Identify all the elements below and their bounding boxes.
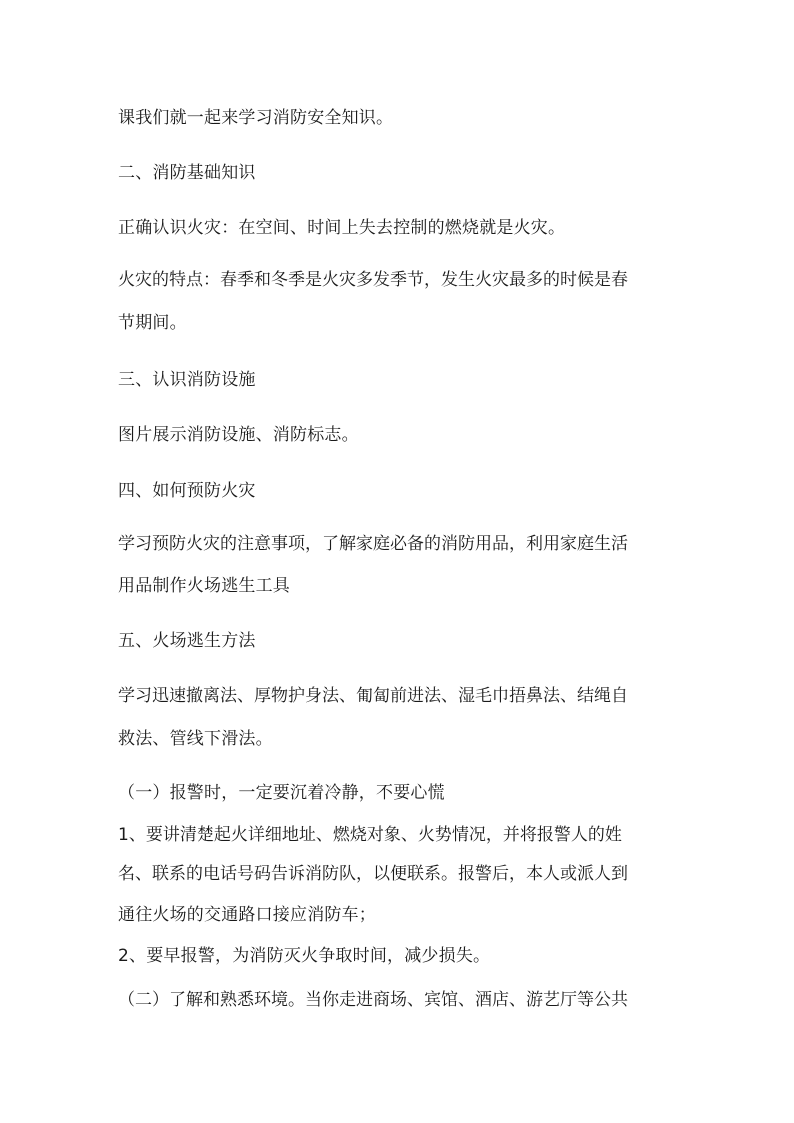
paragraph-intro-line-1: 课我们就一起来学习消防安全知识。 (118, 108, 394, 128)
section-heading-2: 二、消防基础知识 (118, 163, 256, 183)
paragraph-characteristics-line-1: 火灾的特点：春季和冬季是火灾多发季节，发生火灾最多的时候是春 (118, 270, 628, 290)
paragraph-prevention-line-1: 学习预防火灾的注意事项，了解家庭必备的消防用品，利用家庭生活 (118, 534, 628, 554)
list-item-1-line-1: 1、要讲清楚起火详细地址、燃烧对象、火势情况，并将报警人的姓 (118, 825, 622, 845)
paragraph-escape-methods-line-2: 救法、管线下滑法。 (118, 729, 273, 749)
paragraph-escape-methods-line-1: 学习迅速撤离法、厚物护身法、匍匐前进法、湿毛巾捂鼻法、结绳自 (118, 686, 628, 706)
list-item-1-line-3: 通往火场的交通路口接应消防车； (118, 905, 376, 925)
section-heading-4: 四、如何预防火灾 (118, 481, 256, 501)
paragraph-facilities-line-1: 图片展示消防设施、消防标志。 (118, 425, 359, 445)
list-item-1-line-2: 名、联系的电话号码告诉消防队，以便联系。报警后，本人或派人到 (118, 864, 628, 884)
section-heading-3: 三、认识消防设施 (118, 370, 256, 390)
subsection-heading-2: （二）了解和熟悉环境。当你走进商场、宾馆、酒店、游艺厅等公共 (118, 990, 628, 1010)
list-item-2-line-1: 2、要早报警，为消防灭火争取时间，减少损失。 (118, 946, 491, 966)
subsection-heading-1: （一）报警时，一定要沉着冷静，不要心慌 (118, 783, 445, 803)
section-heading-5: 五、火场逃生方法 (118, 631, 256, 651)
paragraph-characteristics-line-2: 节期间。 (118, 313, 187, 333)
paragraph-prevention-line-2: 用品制作火场逃生工具 (118, 576, 290, 596)
paragraph-definition-line-1: 正确认识火灾：在空间、时间上失去控制的燃烧就是火灾。 (118, 218, 566, 238)
